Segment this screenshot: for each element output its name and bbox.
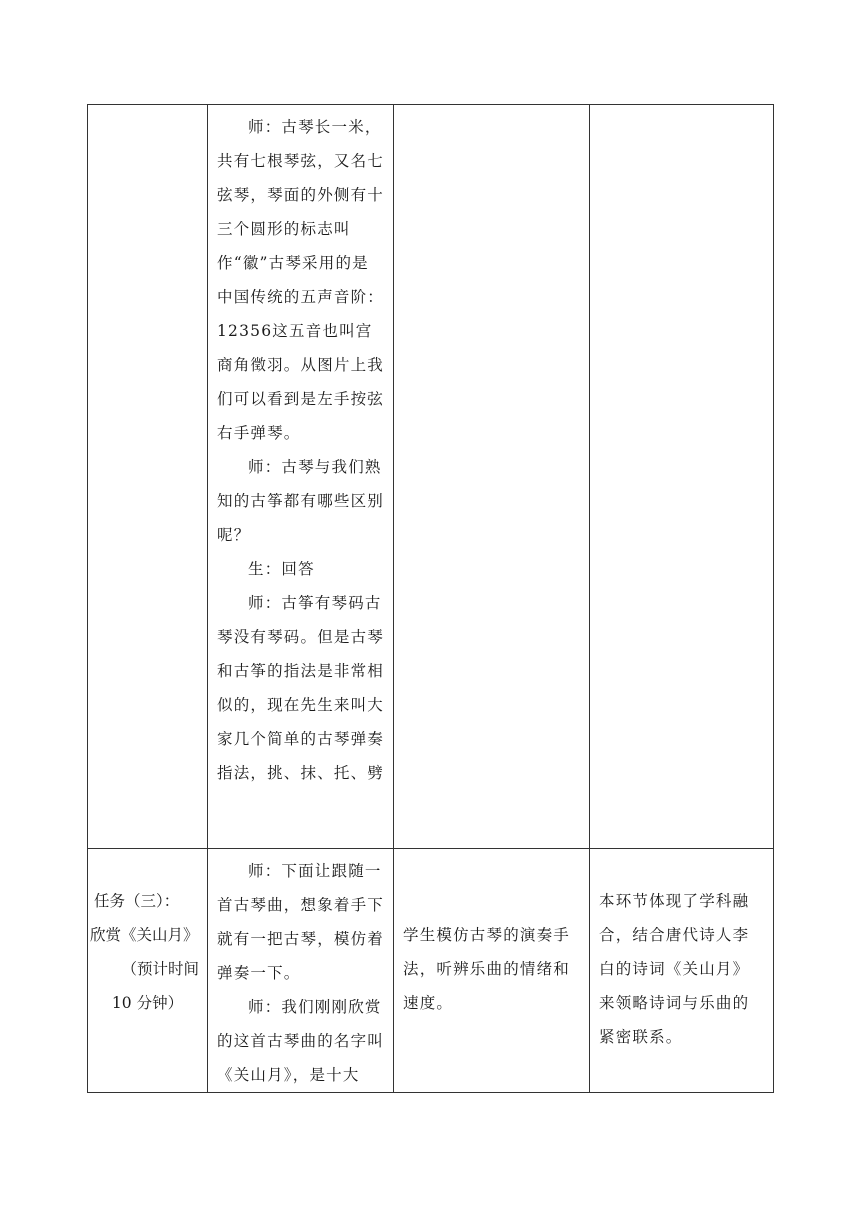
teacher-activity-cell	[208, 105, 394, 849]
task-cell	[88, 105, 208, 849]
lesson-plan-table	[87, 104, 774, 1093]
teacher-paragraph: 师：古筝有琴码古琴没有琴码。但是古琴和古筝的指法是非常相似的，现在先生来叫大家几个简单的古琴弹奏指法，挑、抹、托、劈	[217, 594, 385, 782]
teacher-paragraph: 师：我们刚刚欣赏的这首古琴曲的名字叫《关山月》，是十大	[217, 998, 385, 1084]
task-title: 任务（三）：	[94, 892, 180, 910]
student-activity-text: 学生模仿古琴的演奏手法，听辨乐曲的情绪和速度。	[403, 926, 571, 1012]
student-activity-cell	[394, 105, 590, 849]
task-cell	[88, 849, 208, 1093]
table-row	[88, 105, 774, 849]
table-row	[88, 849, 774, 1093]
design-intent-cell	[590, 105, 774, 849]
task-name: 欣赏《关山月》	[90, 926, 199, 944]
teacher-paragraph: 师：古琴长一米，共有七根琴弦，又名七弦琴，琴面的外侧有十三个圆形的标志叫作“徽”古琴采用的是中国传统的五声音阶：12356这五音也叫宫商角徵羽。从图片上我们可以看到是左手按弦右手弹琴。	[217, 118, 385, 442]
design-intent-text: 本环节体现了学科融合，结合唐代诗人李白的诗词《关山月》来领略诗词与乐曲的紧密联系。	[599, 892, 750, 1046]
design-intent-cell	[590, 849, 774, 1093]
student-paragraph: 生：回答	[248, 560, 315, 578]
teacher-paragraph: 师：古琴与我们熟知的古筝都有哪些区别呢？	[217, 458, 385, 544]
teacher-paragraph: 师：下面让跟随一首古琴曲，想象着手下就有一把古琴，模仿着弹奏一下。	[217, 862, 385, 982]
teacher-activity-cell	[208, 849, 394, 1093]
task-time: （预计时间	[121, 960, 199, 978]
student-activity-cell	[394, 849, 590, 1093]
task-time-value: 10 分钟）	[111, 994, 184, 1012]
